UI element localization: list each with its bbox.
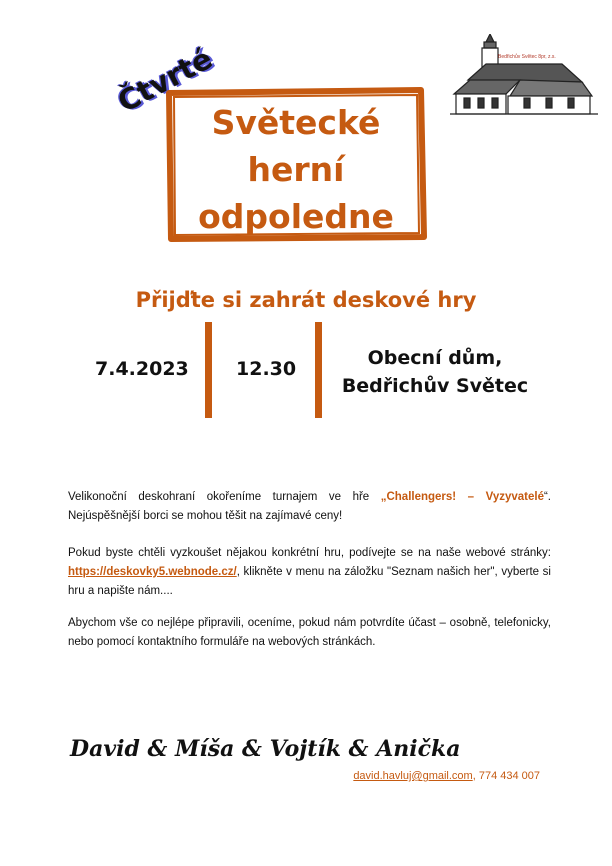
paragraph-tournament	[68, 488, 551, 526]
paragraph-text: “. Nejúspěšnější borci se mohou těšit na zajímavé ceny!	[68, 491, 551, 522]
contact-separator: ,	[472, 770, 479, 782]
title-line-2: herní	[247, 150, 345, 189]
title-frame	[165, 87, 427, 242]
title-line-3: odpoledne	[198, 197, 394, 236]
place-line-2: Bedřichův Světec	[341, 375, 529, 397]
paragraph-text: , klikněte v menu na záložku "Seznam našich her", vyberte si hru a napište nám....	[68, 566, 551, 597]
edition-label: Čtvrté	[112, 41, 218, 119]
place-line-1: Obecní dům,	[367, 347, 503, 369]
email-link[interactable]: david.havluj@gmail.com	[353, 770, 473, 782]
event-title	[165, 99, 427, 240]
signature: David & Míša & Vojtík & Anička	[70, 736, 461, 762]
event-time: 12.30	[236, 358, 297, 380]
church-icon	[450, 34, 598, 116]
phone-number: 774 434 007	[478, 770, 540, 782]
paragraph-rsvp: Abychom vše co nejlépe připravili, oceníme, pokud nám potvrdíte účast – osobně, telefonicky, nebo pomocí kontaktního formuláře na webových stránkách.	[68, 617, 551, 648]
logo-caption: Bedřichův Světec 8pr, z.s.	[498, 54, 556, 60]
contact-line	[353, 770, 540, 782]
paragraph-text: Pokud byste chtěli vyzkoušet nějakou konkrétní hru, podívejte se na naše webové stránky:	[68, 547, 551, 559]
game-name: „Challengers! – Vyzyvatelé	[380, 491, 544, 503]
event-place	[335, 344, 535, 400]
website-link[interactable]: https://deskovky5.webnode.cz/	[68, 566, 237, 578]
event-date: 7.4.2023	[95, 358, 189, 380]
subtitle: Přijďte si zahrát deskové hry	[135, 288, 477, 312]
title-line-1: Světecké	[211, 103, 381, 142]
paragraph-text: Velikonoční deskohraní okořeníme turnajem ve hře	[68, 491, 381, 503]
paragraph-website	[68, 544, 551, 601]
divider	[205, 322, 212, 418]
divider	[315, 322, 322, 418]
